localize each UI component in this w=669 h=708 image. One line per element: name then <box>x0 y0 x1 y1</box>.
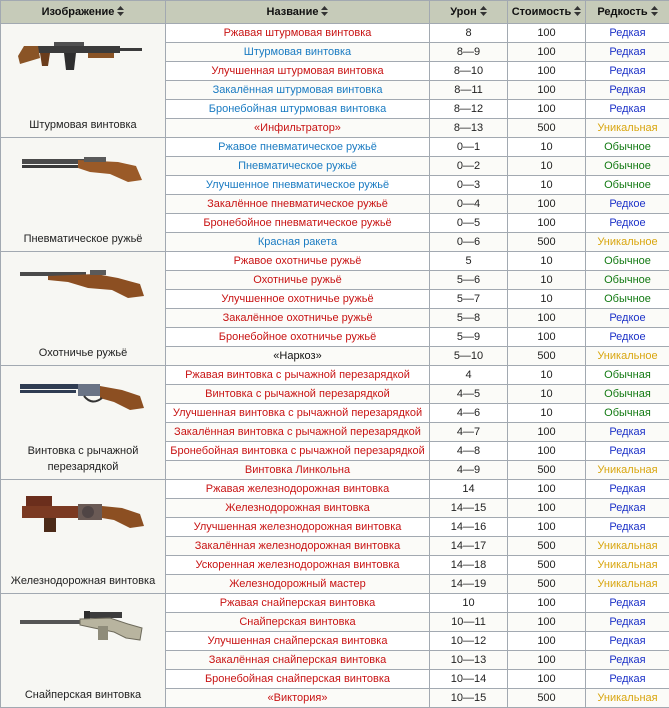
rarity-cell: Обычная <box>586 385 669 404</box>
cost-cell: 10 <box>508 176 586 195</box>
cost-cell: 100 <box>508 480 586 499</box>
damage-cell: 0—1 <box>430 138 508 157</box>
weapon-image-cell <box>1 366 166 480</box>
weapon-name-link[interactable]: Винтовка с рычажной перезарядкой <box>166 385 430 404</box>
cost-cell: 500 <box>508 347 586 366</box>
cost-cell: 100 <box>508 594 586 613</box>
damage-cell: 4—6 <box>430 404 508 423</box>
rarity-cell: Редкая <box>586 423 669 442</box>
weapon-name-link[interactable]: Бронебойная снайперская винтовка <box>166 670 430 689</box>
rarity-cell: Обычное <box>586 176 669 195</box>
lever-action-rifle-icon[interactable] <box>18 372 148 420</box>
assault-rifle-icon[interactable] <box>18 30 148 78</box>
column-header-rarity[interactable] <box>586 1 669 24</box>
column-header-image[interactable] <box>1 1 166 24</box>
sort-icon <box>651 6 658 16</box>
rarity-cell: Редкая <box>586 43 669 62</box>
weapon-name-link[interactable]: Улучшенное пневматическое ружьё <box>166 176 430 195</box>
cost-cell: 100 <box>508 613 586 632</box>
damage-cell: 14—16 <box>430 518 508 537</box>
weapon-name-link[interactable]: «Наркоз» <box>166 347 430 366</box>
weapon-image-cell <box>1 480 166 594</box>
weapon-image-cell <box>1 138 166 252</box>
weapon-name-link[interactable]: Закалённое охотничье ружьё <box>166 309 430 328</box>
weapon-name-link[interactable]: Закалённая штурмовая винтовка <box>166 81 430 100</box>
weapon-name-link[interactable]: Бронебойная винтовка с рычажной перезарядкой <box>166 442 430 461</box>
weapon-name-link[interactable]: Ржавая штурмовая винтовка <box>166 24 430 43</box>
table-row <box>1 480 669 499</box>
sort-icon <box>480 6 487 16</box>
rarity-cell: Уникальная <box>586 119 669 138</box>
damage-cell: 0—4 <box>430 195 508 214</box>
damage-cell: 10—15 <box>430 689 508 708</box>
cost-cell: 100 <box>508 214 586 233</box>
weapon-name-link[interactable]: Улучшенная снайперская винтовка <box>166 632 430 651</box>
damage-cell: 8 <box>430 24 508 43</box>
cost-cell: 100 <box>508 100 586 119</box>
cost-cell: 500 <box>508 556 586 575</box>
rarity-cell: Обычное <box>586 157 669 176</box>
cost-cell: 100 <box>508 309 586 328</box>
table-row <box>1 24 669 43</box>
rarity-cell: Обычная <box>586 404 669 423</box>
rarity-cell: Уникальное <box>586 233 669 252</box>
weapon-name-link[interactable]: Винтовка Линкольна <box>166 461 430 480</box>
rarity-cell: Редкая <box>586 480 669 499</box>
weapon-name-link[interactable]: Пневматическое ружьё <box>166 157 430 176</box>
damage-cell: 4—5 <box>430 385 508 404</box>
cost-cell: 10 <box>508 385 586 404</box>
weapon-name-link[interactable]: Снайперская винтовка <box>166 613 430 632</box>
rarity-cell: Редкая <box>586 81 669 100</box>
hunting-rifle-icon[interactable] <box>18 258 148 306</box>
weapon-category-label: Винтовка с рычажной перезарядкой <box>1 443 165 475</box>
cost-cell: 10 <box>508 138 586 157</box>
rarity-cell: Обычная <box>586 366 669 385</box>
rarity-cell: Редкая <box>586 632 669 651</box>
weapon-name-link[interactable]: Бронебойная штурмовая винтовка <box>166 100 430 119</box>
damage-cell: 8—10 <box>430 62 508 81</box>
weapon-name-link[interactable]: Закалённая железнодорожная винтовка <box>166 537 430 556</box>
cost-cell: 100 <box>508 43 586 62</box>
rarity-cell: Редкая <box>586 670 669 689</box>
cost-cell: 100 <box>508 423 586 442</box>
damage-cell: 10—13 <box>430 651 508 670</box>
cost-cell: 500 <box>508 233 586 252</box>
weapon-name-link[interactable]: Ржавая железнодорожная винтовка <box>166 480 430 499</box>
damage-cell: 10—11 <box>430 613 508 632</box>
damage-cell: 14—19 <box>430 575 508 594</box>
header-row <box>1 1 669 24</box>
cost-cell: 500 <box>508 537 586 556</box>
cost-cell: 500 <box>508 461 586 480</box>
cost-cell: 100 <box>508 670 586 689</box>
cost-cell: 100 <box>508 518 586 537</box>
rarity-cell: Редкая <box>586 518 669 537</box>
cost-cell: 100 <box>508 442 586 461</box>
weapon-name-link[interactable]: «Виктория» <box>166 689 430 708</box>
column-header-rarity-label: Редкость <box>597 6 647 18</box>
weapon-name-link[interactable]: Улучшенное охотничье ружьё <box>166 290 430 309</box>
weapon-name-link[interactable]: Закалённая снайперская винтовка <box>166 651 430 670</box>
weapon-category-label: Пневматическое ружьё <box>20 231 147 247</box>
damage-cell: 0—2 <box>430 157 508 176</box>
table-row <box>1 138 669 157</box>
cost-cell: 100 <box>508 651 586 670</box>
weapon-category-label: Охотничье ружьё <box>35 345 131 361</box>
rarity-cell: Обычное <box>586 290 669 309</box>
damage-cell: 4—7 <box>430 423 508 442</box>
damage-cell: 8—11 <box>430 81 508 100</box>
weapon-name-link[interactable]: Улучшенная винтовка с рычажной перезарядкой <box>166 404 430 423</box>
damage-cell: 0—3 <box>430 176 508 195</box>
weapon-name-link[interactable]: Бронебойное охотничье ружьё <box>166 328 430 347</box>
damage-cell: 0—5 <box>430 214 508 233</box>
damage-cell: 10—14 <box>430 670 508 689</box>
weapon-name-link[interactable]: Улучшенная железнодорожная винтовка <box>166 518 430 537</box>
column-header-damage-label: Урон <box>450 6 477 18</box>
damage-cell: 0—6 <box>430 233 508 252</box>
rarity-cell: Уникальное <box>586 347 669 366</box>
cost-cell: 500 <box>508 575 586 594</box>
sniper-rifle-icon[interactable] <box>18 600 148 648</box>
weapon-name-link[interactable]: Ржавая снайперская винтовка <box>166 594 430 613</box>
damage-cell: 4 <box>430 366 508 385</box>
cost-cell: 500 <box>508 119 586 138</box>
column-header-name[interactable] <box>166 1 430 24</box>
rarity-cell: Обычное <box>586 138 669 157</box>
cost-cell: 500 <box>508 689 586 708</box>
weapon-name-link[interactable]: Ржавая винтовка с рычажной перезарядкой <box>166 366 430 385</box>
table-row <box>1 366 669 385</box>
weapon-name-link[interactable]: Улучшенная штурмовая винтовка <box>166 62 430 81</box>
weapon-category-label: Железнодорожная винтовка <box>7 573 159 589</box>
cost-cell: 10 <box>508 157 586 176</box>
cost-cell: 100 <box>508 81 586 100</box>
rarity-cell: Уникальная <box>586 575 669 594</box>
column-header-damage[interactable] <box>430 1 508 24</box>
rarity-cell: Редкая <box>586 651 669 670</box>
cost-cell: 100 <box>508 499 586 518</box>
damage-cell: 5—8 <box>430 309 508 328</box>
weapon-name-link[interactable]: Бронебойное пневматическое ружьё <box>166 214 430 233</box>
rarity-cell: Редкая <box>586 24 669 43</box>
damage-cell: 5—6 <box>430 271 508 290</box>
damage-cell: 10—12 <box>430 632 508 651</box>
sort-icon <box>574 6 581 16</box>
weapon-name-link[interactable]: Закалённое пневматическое ружьё <box>166 195 430 214</box>
cost-cell: 100 <box>508 195 586 214</box>
damage-cell: 8—9 <box>430 43 508 62</box>
weapon-name-link[interactable]: Железнодорожная винтовка <box>166 499 430 518</box>
cost-cell: 10 <box>508 366 586 385</box>
sort-icon <box>321 6 328 16</box>
rarity-cell: Редкая <box>586 100 669 119</box>
damage-cell: 8—13 <box>430 119 508 138</box>
rarity-cell: Редкая <box>586 499 669 518</box>
rarity-cell: Редкая <box>586 62 669 81</box>
weapon-name-link[interactable]: Красная ракета <box>166 233 430 252</box>
cost-cell: 100 <box>508 328 586 347</box>
rarity-cell: Редкое <box>586 214 669 233</box>
table-row <box>1 252 669 271</box>
damage-cell: 4—9 <box>430 461 508 480</box>
cost-cell: 10 <box>508 271 586 290</box>
rarity-cell: Уникальная <box>586 537 669 556</box>
damage-cell: 14—15 <box>430 499 508 518</box>
rarity-cell: Уникальная <box>586 556 669 575</box>
damage-cell: 4—8 <box>430 442 508 461</box>
weapon-image-cell <box>1 24 166 138</box>
table-row <box>1 594 669 613</box>
weapon-name-link[interactable]: Закалённая винтовка с рычажной перезарядкой <box>166 423 430 442</box>
damage-cell: 5 <box>430 252 508 271</box>
rarity-cell: Редкая <box>586 613 669 632</box>
damage-cell: 14—17 <box>430 537 508 556</box>
column-header-cost[interactable] <box>508 1 586 24</box>
weapon-category-label: Снайперская винтовка <box>21 687 145 703</box>
rarity-cell: Обычное <box>586 252 669 271</box>
cost-cell: 10 <box>508 404 586 423</box>
damage-cell: 10 <box>430 594 508 613</box>
rarity-cell: Редкое <box>586 195 669 214</box>
damage-cell: 14—18 <box>430 556 508 575</box>
rarity-cell: Редкая <box>586 442 669 461</box>
damage-cell: 5—10 <box>430 347 508 366</box>
damage-cell: 8—12 <box>430 100 508 119</box>
weapon-image-cell <box>1 252 166 366</box>
column-header-cost-label: Стоимость <box>512 6 572 18</box>
rarity-cell: Обычное <box>586 271 669 290</box>
air-rifle-icon[interactable] <box>18 144 148 192</box>
weapon-name-link[interactable]: Штурмовая винтовка <box>166 43 430 62</box>
damage-cell: 14 <box>430 480 508 499</box>
weapon-name-link[interactable]: Железнодорожный мастер <box>166 575 430 594</box>
rarity-cell: Уникальная <box>586 689 669 708</box>
cost-cell: 100 <box>508 632 586 651</box>
column-header-image-label: Изображение <box>42 6 115 18</box>
weapon-name-link[interactable]: Ржавое охотничье ружьё <box>166 252 430 271</box>
rarity-cell: Уникальная <box>586 461 669 480</box>
weapon-name-link[interactable]: Охотничье ружьё <box>166 271 430 290</box>
cost-cell: 100 <box>508 62 586 81</box>
rarity-cell: Редкое <box>586 328 669 347</box>
weapon-name-link[interactable]: Ржавое пневматическое ружьё <box>166 138 430 157</box>
sort-icon <box>117 6 124 16</box>
cost-cell: 10 <box>508 290 586 309</box>
rarity-cell: Редкое <box>586 309 669 328</box>
rarity-cell: Редкая <box>586 594 669 613</box>
damage-cell: 5—9 <box>430 328 508 347</box>
cost-cell: 100 <box>508 24 586 43</box>
cost-cell: 10 <box>508 252 586 271</box>
column-header-name-label: Название <box>267 6 319 18</box>
damage-cell: 5—7 <box>430 290 508 309</box>
weapon-name-link[interactable]: «Инфильтратор» <box>166 119 430 138</box>
weapon-name-link[interactable]: Ускоренная железнодорожная винтовка <box>166 556 430 575</box>
weapon-image-cell <box>1 594 166 708</box>
weapon-category-label: Штурмовая винтовка <box>25 117 140 133</box>
railway-rifle-icon[interactable] <box>18 486 148 542</box>
